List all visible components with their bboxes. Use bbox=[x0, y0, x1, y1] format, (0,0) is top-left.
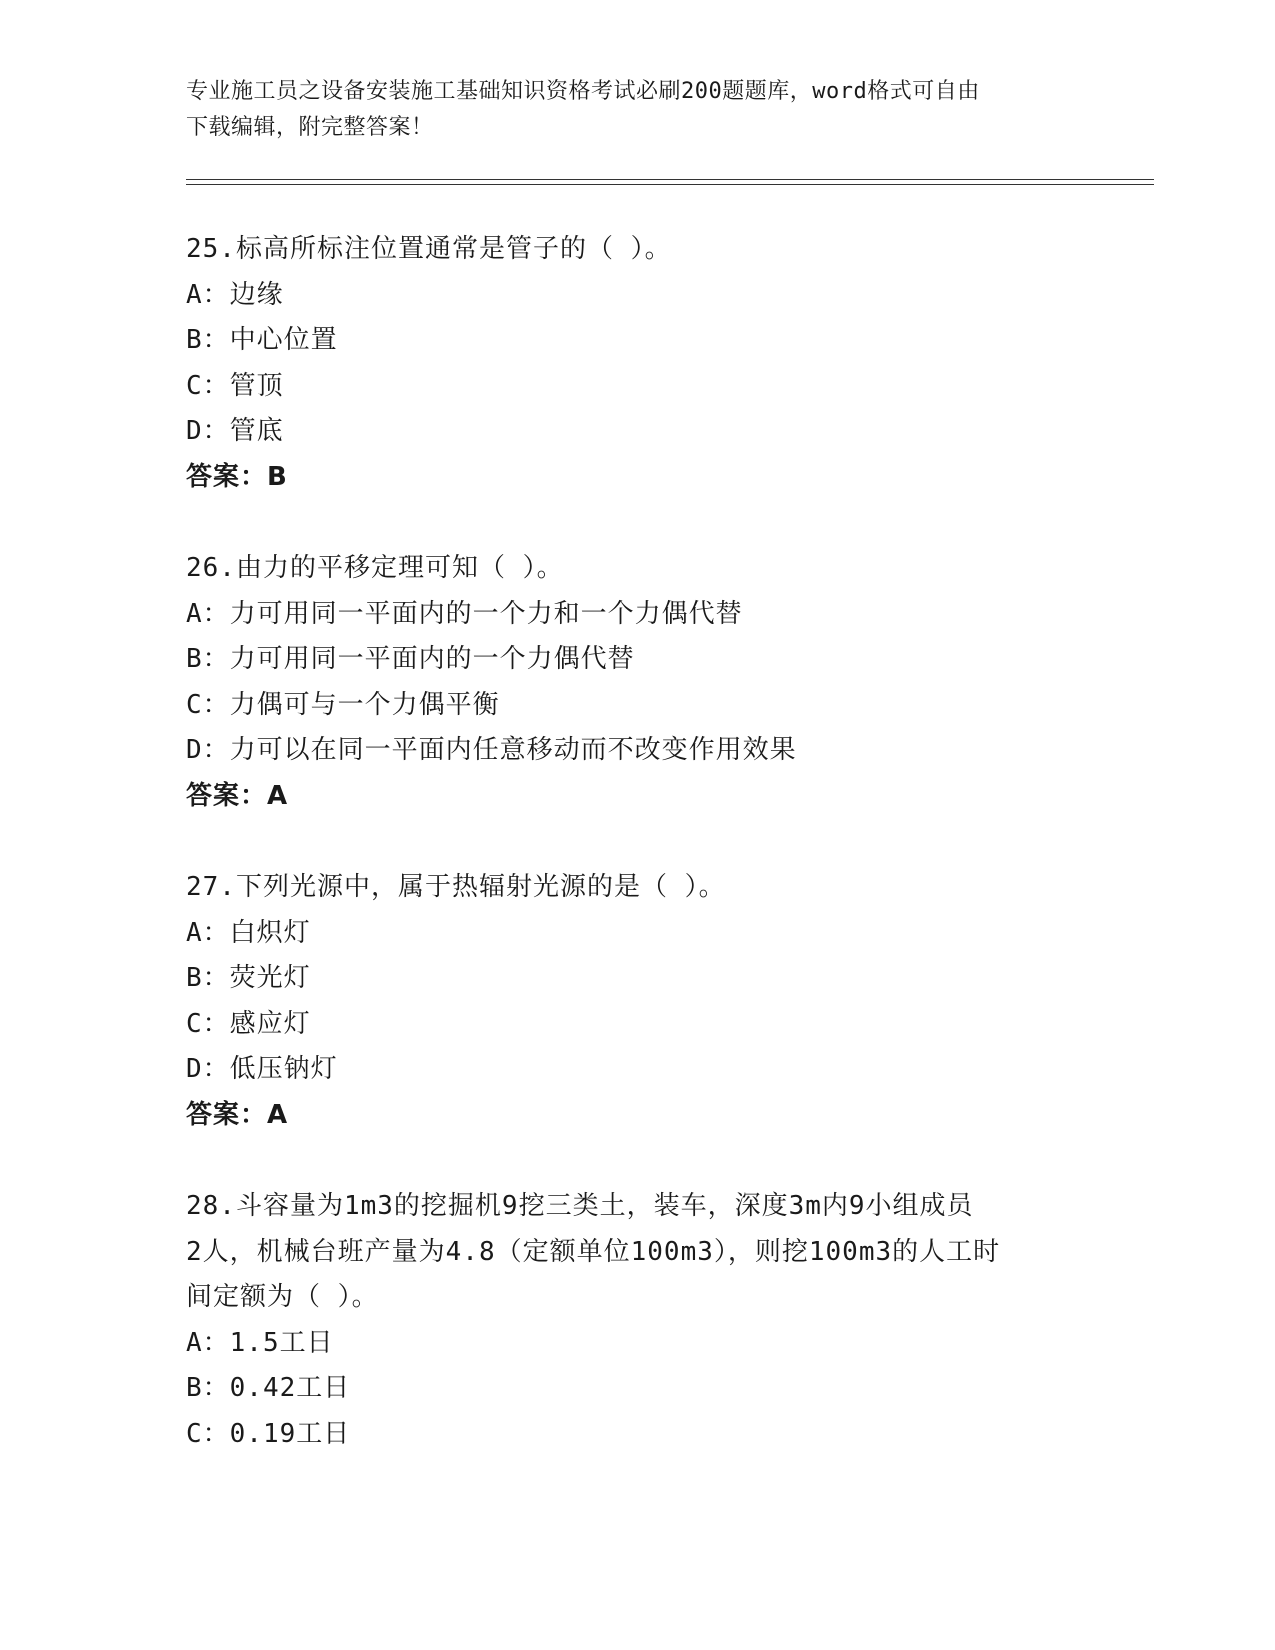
question-stem: 26.由力的平移定理可知（ ）。 bbox=[186, 553, 564, 583]
option-d: D：力可以在同一平面内任意移动而不改变作用效果 bbox=[186, 735, 797, 765]
option-a: A：力可用同一平面内的一个力和一个力偶代替 bbox=[186, 598, 743, 629]
option-a: A：1.5工日 bbox=[186, 1327, 334, 1358]
question-stem: 25.标高所标注位置通常是管子的（ ）。 bbox=[186, 234, 672, 264]
question-stem-line-2: 2人，机械台班产量为4.8（定额单位100m3），则挖100m3的人工时 bbox=[186, 1236, 1001, 1267]
header-divider-bottom bbox=[186, 184, 1154, 185]
option-c: C：管顶 bbox=[186, 370, 284, 401]
option-d: D：管底 bbox=[186, 416, 284, 446]
option-c: C：力偶可与一个力偶平衡 bbox=[186, 689, 500, 720]
answer: 答案：B bbox=[186, 461, 288, 492]
question-stem-line-3: 间定额为（ ）。 bbox=[186, 1282, 379, 1312]
question-25 bbox=[186, 227, 1066, 500]
question-stem: 27.下列光源中，属于热辐射光源的是（ ）。 bbox=[186, 872, 726, 902]
answer: 答案：A bbox=[186, 1099, 289, 1130]
question-27 bbox=[186, 865, 1066, 1138]
option-c: C：0.19工日 bbox=[186, 1418, 351, 1449]
header-line-1: 专业施工员之设备安装施工基础知识资格考试必刷200题题库，word格式可自由 bbox=[186, 79, 980, 104]
option-d: D：低压钠灯 bbox=[186, 1054, 338, 1084]
option-a: A：边缘 bbox=[186, 279, 284, 310]
question-28 bbox=[186, 1184, 1066, 1457]
option-a: A：白炽灯 bbox=[186, 917, 311, 948]
question-stem-line-1: 28.斗容量为1m3的挖掘机9挖三类土，装车，深度3m内9小组成员 bbox=[186, 1191, 974, 1221]
option-c: C：感应灯 bbox=[186, 1008, 311, 1039]
header-line-2: 下载编辑，附完整答案！ bbox=[186, 115, 434, 140]
option-b: B：荧光灯 bbox=[186, 963, 311, 993]
option-b: B：中心位置 bbox=[186, 325, 338, 355]
answer: 答案：A bbox=[186, 780, 289, 811]
header-divider-top bbox=[186, 179, 1154, 180]
document-header bbox=[186, 74, 1086, 146]
option-b: B：0.42工日 bbox=[186, 1373, 351, 1403]
question-26 bbox=[186, 546, 1066, 819]
option-b: B：力可用同一平面内的一个力偶代替 bbox=[186, 644, 635, 674]
